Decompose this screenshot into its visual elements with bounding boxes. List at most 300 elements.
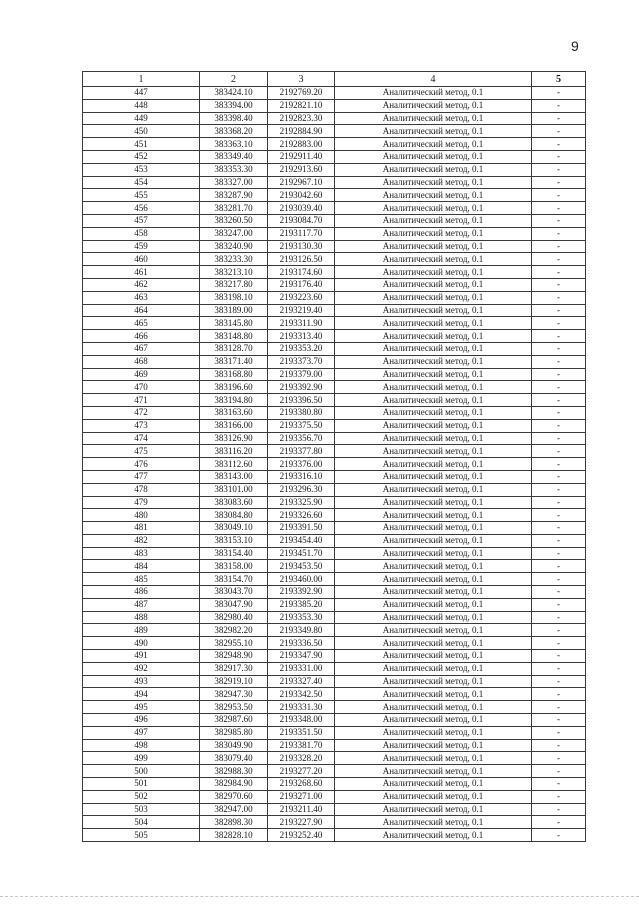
cell-point-number: 494 bbox=[83, 688, 200, 701]
cell-method: Аналитический метод, 0.1 bbox=[335, 445, 532, 458]
cell-y-coordinate: 2193174.60 bbox=[268, 266, 335, 279]
cell-x-coordinate: 382947.30 bbox=[200, 688, 268, 701]
cell-x-coordinate: 382948.90 bbox=[200, 650, 268, 663]
cell-method: Аналитический метод, 0.1 bbox=[335, 560, 532, 573]
cell-column-5: - bbox=[532, 483, 586, 496]
cell-method: Аналитический метод, 0.1 bbox=[335, 330, 532, 343]
cell-column-5: - bbox=[532, 368, 586, 381]
cell-y-coordinate: 2193451.70 bbox=[268, 547, 335, 560]
table-row bbox=[83, 202, 586, 215]
cell-point-number: 450 bbox=[83, 125, 200, 138]
cell-point-number: 464 bbox=[83, 304, 200, 317]
cell-y-coordinate: 2193277.20 bbox=[268, 765, 335, 778]
cell-method: Аналитический метод, 0.1 bbox=[335, 547, 532, 560]
cell-column-5: - bbox=[532, 125, 586, 138]
cell-x-coordinate: 383043.70 bbox=[200, 586, 268, 599]
cell-method: Аналитический метод, 0.1 bbox=[335, 214, 532, 227]
cell-y-coordinate: 2193353.30 bbox=[268, 611, 335, 624]
cell-y-coordinate: 2193176.40 bbox=[268, 278, 335, 291]
cell-y-coordinate: 2192884.90 bbox=[268, 125, 335, 138]
cell-method: Аналитический метод, 0.1 bbox=[335, 688, 532, 701]
cell-method: Аналитический метод, 0.1 bbox=[335, 470, 532, 483]
cell-y-coordinate: 2193268.60 bbox=[268, 778, 335, 791]
cell-x-coordinate: 383349.40 bbox=[200, 150, 268, 163]
cell-method: Аналитический метод, 0.1 bbox=[335, 765, 532, 778]
cell-y-coordinate: 2193039.40 bbox=[268, 202, 335, 215]
cell-point-number: 495 bbox=[83, 701, 200, 714]
cell-method: Аналитический метод, 0.1 bbox=[335, 355, 532, 368]
cell-x-coordinate: 382898.30 bbox=[200, 816, 268, 829]
cell-point-number: 455 bbox=[83, 189, 200, 202]
table-row bbox=[83, 650, 586, 663]
cell-method: Аналитический метод, 0.1 bbox=[335, 675, 532, 688]
header-y-coordinate: 3 bbox=[268, 72, 335, 87]
table-row bbox=[83, 829, 586, 842]
cell-point-number: 452 bbox=[83, 150, 200, 163]
cell-column-5: - bbox=[532, 739, 586, 752]
cell-method: Аналитический метод, 0.1 bbox=[335, 112, 532, 125]
cell-y-coordinate: 2193349.80 bbox=[268, 624, 335, 637]
cell-column-5: - bbox=[532, 163, 586, 176]
cell-x-coordinate: 383083.60 bbox=[200, 496, 268, 509]
cell-method: Аналитический метод, 0.1 bbox=[335, 342, 532, 355]
cell-column-5: - bbox=[532, 522, 586, 535]
cell-point-number: 458 bbox=[83, 227, 200, 240]
cell-method: Аналитический метод, 0.1 bbox=[335, 752, 532, 765]
cell-point-number: 480 bbox=[83, 509, 200, 522]
cell-y-coordinate: 2192821.10 bbox=[268, 99, 335, 112]
table-body bbox=[83, 87, 586, 842]
cell-method: Аналитический метод, 0.1 bbox=[335, 304, 532, 317]
cell-y-coordinate: 2192913.60 bbox=[268, 163, 335, 176]
table-row bbox=[83, 662, 586, 675]
cell-point-number: 497 bbox=[83, 726, 200, 739]
header-method: 4 bbox=[335, 72, 532, 87]
cell-point-number: 490 bbox=[83, 637, 200, 650]
cell-y-coordinate: 2193336.50 bbox=[268, 637, 335, 650]
cell-method: Аналитический метод, 0.1 bbox=[335, 317, 532, 330]
table-row bbox=[83, 790, 586, 803]
cell-method: Аналитический метод, 0.1 bbox=[335, 202, 532, 215]
cell-x-coordinate: 383126.90 bbox=[200, 432, 268, 445]
table-row bbox=[83, 432, 586, 445]
cell-method: Аналитический метод, 0.1 bbox=[335, 291, 532, 304]
cell-y-coordinate: 2193313.40 bbox=[268, 330, 335, 343]
table-row bbox=[83, 637, 586, 650]
cell-y-coordinate: 2193385.20 bbox=[268, 598, 335, 611]
cell-x-coordinate: 383260.50 bbox=[200, 214, 268, 227]
cell-column-5: - bbox=[532, 675, 586, 688]
cell-y-coordinate: 2193351.50 bbox=[268, 726, 335, 739]
cell-method: Аналитический метод, 0.1 bbox=[335, 138, 532, 151]
cell-point-number: 472 bbox=[83, 406, 200, 419]
cell-column-5: - bbox=[532, 778, 586, 791]
cell-method: Аналитический метод, 0.1 bbox=[335, 163, 532, 176]
cell-method: Аналитический метод, 0.1 bbox=[335, 534, 532, 547]
cell-column-5: - bbox=[532, 560, 586, 573]
cell-x-coordinate: 383327.00 bbox=[200, 176, 268, 189]
cell-point-number: 465 bbox=[83, 317, 200, 330]
cell-point-number: 467 bbox=[83, 342, 200, 355]
cell-point-number: 505 bbox=[83, 829, 200, 842]
table-row bbox=[83, 675, 586, 688]
cell-point-number: 463 bbox=[83, 291, 200, 304]
cell-method: Аналитический метод, 0.1 bbox=[335, 509, 532, 522]
cell-point-number: 485 bbox=[83, 573, 200, 586]
table-row bbox=[83, 483, 586, 496]
cell-x-coordinate: 382984.90 bbox=[200, 778, 268, 791]
cell-method: Аналитический метод, 0.1 bbox=[335, 240, 532, 253]
cell-column-5: - bbox=[532, 253, 586, 266]
cell-point-number: 479 bbox=[83, 496, 200, 509]
cell-point-number: 461 bbox=[83, 266, 200, 279]
cell-x-coordinate: 383148.80 bbox=[200, 330, 268, 343]
table-row bbox=[83, 189, 586, 202]
table-row bbox=[83, 112, 586, 125]
cell-x-coordinate: 383049.10 bbox=[200, 522, 268, 535]
cell-x-coordinate: 383198.10 bbox=[200, 291, 268, 304]
cell-point-number: 460 bbox=[83, 253, 200, 266]
cell-x-coordinate: 383163.60 bbox=[200, 406, 268, 419]
cell-x-coordinate: 383194.80 bbox=[200, 394, 268, 407]
cell-column-5: - bbox=[532, 278, 586, 291]
cell-column-5: - bbox=[532, 419, 586, 432]
table-row bbox=[83, 765, 586, 778]
cell-method: Аналитический метод, 0.1 bbox=[335, 394, 532, 407]
cell-y-coordinate: 2193296.30 bbox=[268, 483, 335, 496]
table-row bbox=[83, 778, 586, 791]
cell-x-coordinate: 383213.10 bbox=[200, 266, 268, 279]
cell-x-coordinate: 383112.60 bbox=[200, 458, 268, 471]
cell-x-coordinate: 383128.70 bbox=[200, 342, 268, 355]
cell-point-number: 477 bbox=[83, 470, 200, 483]
cell-y-coordinate: 2192823.30 bbox=[268, 112, 335, 125]
cell-column-5: - bbox=[532, 445, 586, 458]
cell-x-coordinate: 383047.90 bbox=[200, 598, 268, 611]
cell-x-coordinate: 383049.90 bbox=[200, 739, 268, 752]
cell-column-5: - bbox=[532, 726, 586, 739]
cell-column-5: - bbox=[532, 87, 586, 100]
cell-column-5: - bbox=[532, 342, 586, 355]
cell-y-coordinate: 2193327.40 bbox=[268, 675, 335, 688]
cell-y-coordinate: 2193130.30 bbox=[268, 240, 335, 253]
cell-method: Аналитический метод, 0.1 bbox=[335, 714, 532, 727]
cell-x-coordinate: 382917.30 bbox=[200, 662, 268, 675]
table-row bbox=[83, 586, 586, 599]
cell-column-5: - bbox=[532, 650, 586, 663]
cell-point-number: 449 bbox=[83, 112, 200, 125]
cell-column-5: - bbox=[532, 803, 586, 816]
table-row bbox=[83, 803, 586, 816]
table-row bbox=[83, 266, 586, 279]
cell-y-coordinate: 2193377.80 bbox=[268, 445, 335, 458]
cell-column-5: - bbox=[532, 637, 586, 650]
cell-column-5: - bbox=[532, 701, 586, 714]
cell-column-5: - bbox=[532, 816, 586, 829]
table-row bbox=[83, 522, 586, 535]
table-row bbox=[83, 355, 586, 368]
cell-y-coordinate: 2193453.50 bbox=[268, 560, 335, 573]
cell-point-number: 483 bbox=[83, 547, 200, 560]
cell-x-coordinate: 382982.20 bbox=[200, 624, 268, 637]
cell-x-coordinate: 383287.90 bbox=[200, 189, 268, 202]
cell-method: Аналитический метод, 0.1 bbox=[335, 227, 532, 240]
table-row bbox=[83, 816, 586, 829]
cell-method: Аналитический метод, 0.1 bbox=[335, 278, 532, 291]
cell-method: Аналитический метод, 0.1 bbox=[335, 496, 532, 509]
cell-column-5: - bbox=[532, 573, 586, 586]
cell-x-coordinate: 383217.80 bbox=[200, 278, 268, 291]
cell-method: Аналитический метод, 0.1 bbox=[335, 381, 532, 394]
cell-column-5: - bbox=[532, 714, 586, 727]
cell-method: Аналитический метод, 0.1 bbox=[335, 790, 532, 803]
cell-y-coordinate: 2193311.90 bbox=[268, 317, 335, 330]
cell-y-coordinate: 2193347.90 bbox=[268, 650, 335, 663]
table-row bbox=[83, 342, 586, 355]
cell-x-coordinate: 383424.10 bbox=[200, 87, 268, 100]
cell-method: Аналитический метод, 0.1 bbox=[335, 739, 532, 752]
cell-x-coordinate: 383233.30 bbox=[200, 253, 268, 266]
table-row bbox=[83, 752, 586, 765]
page-number: 9 bbox=[571, 38, 579, 54]
cell-column-5: - bbox=[532, 240, 586, 253]
cell-method: Аналитический метод, 0.1 bbox=[335, 586, 532, 599]
cell-y-coordinate: 2193391.50 bbox=[268, 522, 335, 535]
cell-column-5: - bbox=[532, 586, 586, 599]
cell-y-coordinate: 2193356.70 bbox=[268, 432, 335, 445]
table-row bbox=[83, 125, 586, 138]
cell-column-5: - bbox=[532, 598, 586, 611]
cell-point-number: 457 bbox=[83, 214, 200, 227]
cell-column-5: - bbox=[532, 790, 586, 803]
cell-x-coordinate: 383116.20 bbox=[200, 445, 268, 458]
cell-method: Аналитический метод, 0.1 bbox=[335, 662, 532, 675]
table-row bbox=[83, 240, 586, 253]
cell-x-coordinate: 383240.90 bbox=[200, 240, 268, 253]
cell-x-coordinate: 382828.10 bbox=[200, 829, 268, 842]
table-row bbox=[83, 726, 586, 739]
cell-y-coordinate: 2193326.60 bbox=[268, 509, 335, 522]
cell-column-5: - bbox=[532, 509, 586, 522]
cell-point-number: 486 bbox=[83, 586, 200, 599]
table-row bbox=[83, 547, 586, 560]
cell-x-coordinate: 383189.00 bbox=[200, 304, 268, 317]
cell-method: Аналитический метод, 0.1 bbox=[335, 87, 532, 100]
table-row bbox=[83, 253, 586, 266]
cell-column-5: - bbox=[532, 394, 586, 407]
cell-point-number: 469 bbox=[83, 368, 200, 381]
cell-y-coordinate: 2193227.90 bbox=[268, 816, 335, 829]
cell-point-number: 476 bbox=[83, 458, 200, 471]
cell-y-coordinate: 2193126.50 bbox=[268, 253, 335, 266]
header-point-number: 1 bbox=[83, 72, 200, 87]
cell-point-number: 499 bbox=[83, 752, 200, 765]
cell-y-coordinate: 2193271.00 bbox=[268, 790, 335, 803]
table-row bbox=[83, 445, 586, 458]
cell-x-coordinate: 383166.00 bbox=[200, 419, 268, 432]
table-row bbox=[83, 701, 586, 714]
cell-method: Аналитический метод, 0.1 bbox=[335, 150, 532, 163]
cell-y-coordinate: 2192769.20 bbox=[268, 87, 335, 100]
cell-y-coordinate: 2193376.00 bbox=[268, 458, 335, 471]
table-row bbox=[83, 739, 586, 752]
table-row bbox=[83, 368, 586, 381]
cell-y-coordinate: 2193223.60 bbox=[268, 291, 335, 304]
cell-y-coordinate: 2192967.10 bbox=[268, 176, 335, 189]
cell-column-5: - bbox=[532, 752, 586, 765]
cell-x-coordinate: 383398.40 bbox=[200, 112, 268, 125]
cell-x-coordinate: 383247.00 bbox=[200, 227, 268, 240]
cell-column-5: - bbox=[532, 534, 586, 547]
cell-method: Аналитический метод, 0.1 bbox=[335, 726, 532, 739]
table-row bbox=[83, 176, 586, 189]
cell-y-coordinate: 2193331.00 bbox=[268, 662, 335, 675]
cell-column-5: - bbox=[532, 432, 586, 445]
cell-point-number: 470 bbox=[83, 381, 200, 394]
cell-y-coordinate: 2193353.20 bbox=[268, 342, 335, 355]
cell-point-number: 474 bbox=[83, 432, 200, 445]
cell-method: Аналитический метод, 0.1 bbox=[335, 522, 532, 535]
cell-point-number: 481 bbox=[83, 522, 200, 535]
table-row bbox=[83, 560, 586, 573]
table-row bbox=[83, 611, 586, 624]
cell-y-coordinate: 2193392.90 bbox=[268, 586, 335, 599]
cell-method: Аналитический метод, 0.1 bbox=[335, 611, 532, 624]
cell-method: Аналитический метод, 0.1 bbox=[335, 99, 532, 112]
cell-column-5: - bbox=[532, 496, 586, 509]
cell-y-coordinate: 2193373.70 bbox=[268, 355, 335, 368]
cell-method: Аналитический метод, 0.1 bbox=[335, 189, 532, 202]
cell-point-number: 482 bbox=[83, 534, 200, 547]
cell-point-number: 454 bbox=[83, 176, 200, 189]
cell-column-5: - bbox=[532, 611, 586, 624]
table-row bbox=[83, 714, 586, 727]
table-row bbox=[83, 534, 586, 547]
cell-column-5: - bbox=[532, 381, 586, 394]
cell-method: Аналитический метод, 0.1 bbox=[335, 598, 532, 611]
cell-y-coordinate: 2193454.40 bbox=[268, 534, 335, 547]
cell-point-number: 451 bbox=[83, 138, 200, 151]
cell-point-number: 456 bbox=[83, 202, 200, 215]
cell-point-number: 478 bbox=[83, 483, 200, 496]
cell-column-5: - bbox=[532, 202, 586, 215]
table-row bbox=[83, 87, 586, 100]
cell-method: Аналитический метод, 0.1 bbox=[335, 176, 532, 189]
cell-method: Аналитический метод, 0.1 bbox=[335, 624, 532, 637]
header-x-coordinate: 2 bbox=[200, 72, 268, 87]
cell-point-number: 475 bbox=[83, 445, 200, 458]
cell-method: Аналитический метод, 0.1 bbox=[335, 368, 532, 381]
cell-y-coordinate: 2193252.40 bbox=[268, 829, 335, 842]
cell-x-coordinate: 383394.00 bbox=[200, 99, 268, 112]
cell-y-coordinate: 2193342.50 bbox=[268, 688, 335, 701]
cell-y-coordinate: 2193392.90 bbox=[268, 381, 335, 394]
cell-point-number: 471 bbox=[83, 394, 200, 407]
cell-x-coordinate: 382985.80 bbox=[200, 726, 268, 739]
cell-x-coordinate: 382970.60 bbox=[200, 790, 268, 803]
cell-x-coordinate: 383101.00 bbox=[200, 483, 268, 496]
table-row bbox=[83, 496, 586, 509]
table-row bbox=[83, 150, 586, 163]
cell-x-coordinate: 383145.80 bbox=[200, 317, 268, 330]
table-row bbox=[83, 330, 586, 343]
cell-y-coordinate: 2192911.40 bbox=[268, 150, 335, 163]
table-row bbox=[83, 278, 586, 291]
cell-point-number: 487 bbox=[83, 598, 200, 611]
cell-x-coordinate: 383143.00 bbox=[200, 470, 268, 483]
cell-point-number: 473 bbox=[83, 419, 200, 432]
table-row bbox=[83, 317, 586, 330]
cell-point-number: 502 bbox=[83, 790, 200, 803]
cell-x-coordinate: 383281.70 bbox=[200, 202, 268, 215]
cell-point-number: 496 bbox=[83, 714, 200, 727]
cell-column-5: - bbox=[532, 291, 586, 304]
cell-x-coordinate: 382919.10 bbox=[200, 675, 268, 688]
cell-column-5: - bbox=[532, 470, 586, 483]
table-header bbox=[83, 72, 586, 87]
cell-x-coordinate: 382955.10 bbox=[200, 637, 268, 650]
cell-column-5: - bbox=[532, 150, 586, 163]
cell-method: Аналитический метод, 0.1 bbox=[335, 125, 532, 138]
cell-y-coordinate: 2192883.00 bbox=[268, 138, 335, 151]
cell-column-5: - bbox=[532, 214, 586, 227]
cell-y-coordinate: 2193117.70 bbox=[268, 227, 335, 240]
cell-x-coordinate: 383154.40 bbox=[200, 547, 268, 560]
cell-method: Аналитический метод, 0.1 bbox=[335, 419, 532, 432]
cell-x-coordinate: 382987.60 bbox=[200, 714, 268, 727]
cell-method: Аналитический метод, 0.1 bbox=[335, 778, 532, 791]
table-row bbox=[83, 598, 586, 611]
table-row bbox=[83, 381, 586, 394]
cell-point-number: 484 bbox=[83, 560, 200, 573]
cell-method: Аналитический метод, 0.1 bbox=[335, 483, 532, 496]
cell-method: Аналитический метод, 0.1 bbox=[335, 573, 532, 586]
cell-point-number: 493 bbox=[83, 675, 200, 688]
cell-method: Аналитический метод, 0.1 bbox=[335, 432, 532, 445]
cell-column-5: - bbox=[532, 547, 586, 560]
cell-y-coordinate: 2193042.60 bbox=[268, 189, 335, 202]
coordinates-table bbox=[82, 71, 586, 842]
cell-point-number: 489 bbox=[83, 624, 200, 637]
table-row bbox=[83, 509, 586, 522]
table-row bbox=[83, 406, 586, 419]
cell-point-number: 488 bbox=[83, 611, 200, 624]
cell-y-coordinate: 2193316.10 bbox=[268, 470, 335, 483]
cell-x-coordinate: 383363.10 bbox=[200, 138, 268, 151]
table-row bbox=[83, 99, 586, 112]
cell-column-5: - bbox=[532, 304, 586, 317]
cell-column-5: - bbox=[532, 99, 586, 112]
cell-column-5: - bbox=[532, 829, 586, 842]
cell-x-coordinate: 383196.60 bbox=[200, 381, 268, 394]
cell-y-coordinate: 2193325.90 bbox=[268, 496, 335, 509]
table-row bbox=[83, 688, 586, 701]
cell-x-coordinate: 383079.40 bbox=[200, 752, 268, 765]
table-row bbox=[83, 394, 586, 407]
cell-method: Аналитический метод, 0.1 bbox=[335, 637, 532, 650]
cell-column-5: - bbox=[532, 266, 586, 279]
cell-y-coordinate: 2193379.00 bbox=[268, 368, 335, 381]
cell-x-coordinate: 383353.30 bbox=[200, 163, 268, 176]
cell-column-5: - bbox=[532, 624, 586, 637]
cell-x-coordinate: 383171.40 bbox=[200, 355, 268, 368]
cell-point-number: 504 bbox=[83, 816, 200, 829]
cell-column-5: - bbox=[532, 138, 586, 151]
cell-column-5: - bbox=[532, 406, 586, 419]
cell-point-number: 500 bbox=[83, 765, 200, 778]
cell-point-number: 503 bbox=[83, 803, 200, 816]
table-row bbox=[83, 624, 586, 637]
